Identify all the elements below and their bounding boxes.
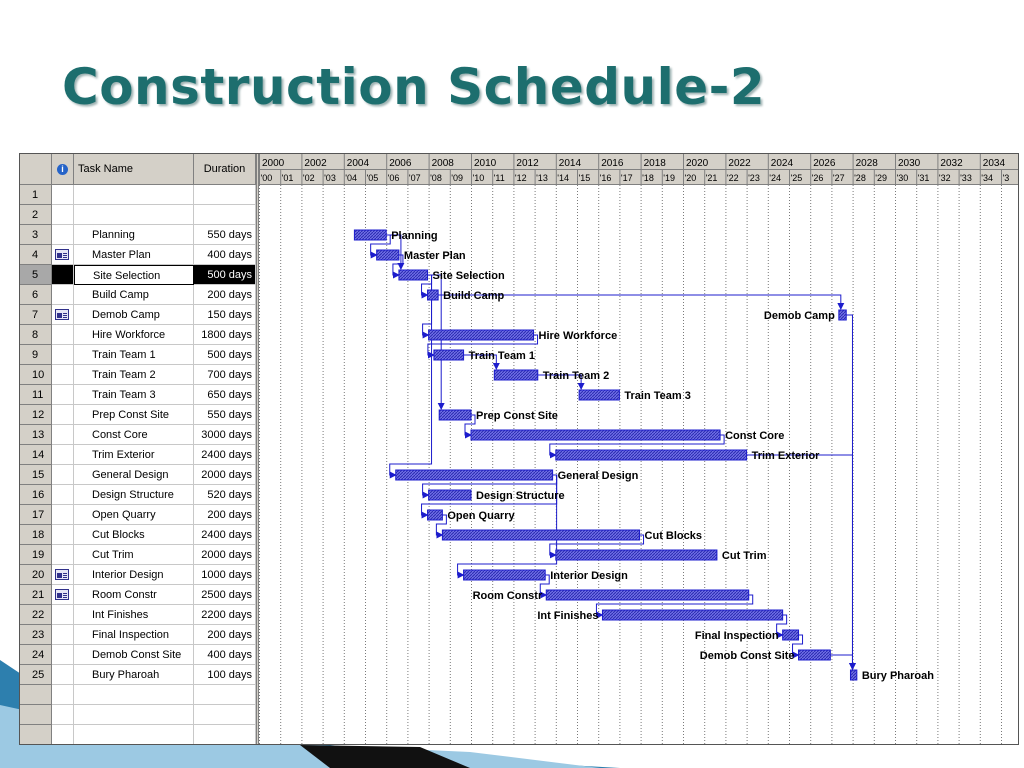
timescale-major-label: 2004 xyxy=(346,158,370,169)
bar-label: Master Plan xyxy=(403,250,466,262)
task-name-cell[interactable]: Site Selection xyxy=(74,265,194,285)
table-row[interactable] xyxy=(20,565,256,585)
task-name-cell[interactable]: Trim Exterior xyxy=(74,445,194,465)
row-indicator xyxy=(52,645,74,665)
task-name-cell[interactable]: Final Inspection xyxy=(74,625,194,645)
duration-cell[interactable]: 2400 days xyxy=(194,525,256,545)
bar-label: Bury Pharoah xyxy=(861,670,934,682)
task-name-cell[interactable]: Room Constr xyxy=(74,585,194,605)
timescale-minor-label: '24 xyxy=(769,173,782,183)
table-row[interactable] xyxy=(20,365,256,385)
duration-cell[interactable] xyxy=(194,685,256,705)
row-indicator xyxy=(52,705,74,725)
header-task-name[interactable]: Task Name xyxy=(74,154,194,185)
row-indicator xyxy=(52,505,74,525)
duration-cell[interactable]: 2500 days xyxy=(194,585,256,605)
timescale-minor-label: '06 xyxy=(387,173,400,183)
row-indicator xyxy=(52,365,74,385)
gantt-bar xyxy=(546,590,748,600)
row-number[interactable]: 2 xyxy=(20,205,52,225)
dependency-link xyxy=(830,655,852,669)
header-indicators[interactable] xyxy=(52,154,74,185)
timescale-minor-label: '10 xyxy=(472,173,485,183)
task-name-cell[interactable] xyxy=(74,725,194,745)
header-row-number[interactable] xyxy=(20,154,52,185)
duration-cell[interactable]: 2200 days xyxy=(194,605,256,625)
task-name-cell[interactable]: Build Camp xyxy=(74,285,194,305)
row-indicator xyxy=(52,205,74,225)
gantt-bar xyxy=(471,430,720,440)
row-number[interactable]: 22 xyxy=(20,605,52,625)
bar-label: Cut Blocks xyxy=(644,530,703,542)
timescale-minor-label: '25 xyxy=(790,173,803,183)
timescale-major-label: 2000 xyxy=(262,158,285,169)
row-number[interactable]: 23 xyxy=(20,625,52,645)
bar-label: Planning xyxy=(391,230,438,242)
timescale-minor-label: '20 xyxy=(684,173,697,183)
note-icon[interactable] xyxy=(55,569,69,580)
task-table xyxy=(20,154,256,744)
timescale-minor-label: '03 xyxy=(324,173,336,183)
row-indicator xyxy=(52,625,74,645)
task-name-cell[interactable]: Master Plan xyxy=(74,245,194,265)
task-name-cell[interactable]: Const Core xyxy=(74,425,194,445)
gantt-bar xyxy=(396,470,553,480)
row-indicator xyxy=(52,405,74,425)
table-row[interactable] xyxy=(20,585,256,605)
duration-cell[interactable]: 650 days xyxy=(194,385,256,405)
timescale-minor-label: '3 xyxy=(1002,173,1010,183)
row-number[interactable] xyxy=(20,705,52,725)
timescale-minor-label: '11 xyxy=(493,173,505,183)
timescale-minor-label: '15 xyxy=(578,173,591,183)
table-row[interactable] xyxy=(20,445,256,465)
duration-cell[interactable]: 500 days xyxy=(194,265,256,285)
table-row[interactable] xyxy=(20,185,256,205)
duration-cell[interactable]: 200 days xyxy=(194,625,256,645)
row-number[interactable] xyxy=(20,725,52,745)
bar-label: Train Team 2 xyxy=(542,370,610,382)
row-number[interactable]: 6 xyxy=(20,285,52,305)
table-row[interactable] xyxy=(20,605,256,625)
gantt-bar xyxy=(399,270,428,280)
row-indicator xyxy=(52,425,74,445)
note-icon[interactable] xyxy=(55,309,69,320)
gantt-chart-svg xyxy=(259,154,1019,744)
table-row[interactable] xyxy=(20,465,256,485)
row-number[interactable]: 20 xyxy=(20,565,52,585)
duration-cell[interactable]: 700 days xyxy=(194,365,256,385)
table-row[interactable] xyxy=(20,325,256,345)
timescale-minor-label: '21 xyxy=(705,173,718,183)
table-row[interactable] xyxy=(20,705,256,725)
gantt-bar xyxy=(783,630,799,640)
table-row[interactable] xyxy=(20,425,256,445)
info-icon: i xyxy=(57,164,68,175)
row-number[interactable]: 15 xyxy=(20,465,52,485)
timescale-minor-label: '34 xyxy=(981,173,994,183)
timescale-minor-label: '05 xyxy=(366,173,379,183)
timescale-major-label: 2022 xyxy=(728,158,751,169)
row-number[interactable]: 12 xyxy=(20,405,52,425)
table-row[interactable] xyxy=(20,725,256,745)
row-indicator xyxy=(52,605,74,625)
gantt-bar xyxy=(494,370,537,380)
row-indicator xyxy=(52,285,74,305)
timescale-major-label: 2014 xyxy=(558,158,582,169)
task-name-cell[interactable]: Train Team 3 xyxy=(74,385,194,405)
row-indicator xyxy=(52,265,74,285)
bar-label: Demob Camp xyxy=(763,310,835,322)
row-indicator xyxy=(52,525,74,545)
timescale-minor-label: '02 xyxy=(302,173,315,183)
row-indicator xyxy=(52,185,74,205)
task-name-cell[interactable]: Demob Camp xyxy=(74,305,194,325)
note-icon[interactable] xyxy=(55,589,69,600)
row-number[interactable]: 14 xyxy=(20,445,52,465)
gantt-bar xyxy=(377,250,399,260)
bar-label: Hire Workforce xyxy=(538,330,618,342)
task-name-cell[interactable]: General Design xyxy=(74,465,194,485)
gantt-view[interactable] xyxy=(19,153,1019,745)
table-row[interactable] xyxy=(20,305,256,325)
bar-label: Final Inspection xyxy=(694,630,779,642)
task-name-cell[interactable]: Design Structure xyxy=(74,485,194,505)
bar-label: Design Structure xyxy=(476,490,565,502)
row-number[interactable]: 24 xyxy=(20,645,52,665)
duration-cell[interactable]: 520 days xyxy=(194,485,256,505)
timescale-major-label: 2028 xyxy=(855,158,878,169)
table-row[interactable] xyxy=(20,625,256,645)
row-indicator xyxy=(52,245,74,265)
gantt-bar xyxy=(354,230,386,240)
timescale-major-label: 2002 xyxy=(304,158,327,169)
row-indicator xyxy=(52,345,74,365)
task-name-cell[interactable] xyxy=(74,705,194,725)
row-indicator xyxy=(52,545,74,565)
row-number[interactable]: 8 xyxy=(20,325,52,345)
duration-cell[interactable]: 2000 days xyxy=(194,545,256,565)
bar-label: Prep Const Site xyxy=(476,410,558,422)
timescale-major-label: 2016 xyxy=(601,158,624,169)
bar-label: General Design xyxy=(557,470,639,482)
bar-label: Train Team 1 xyxy=(468,350,536,362)
row-number[interactable]: 17 xyxy=(20,505,52,525)
row-indicator xyxy=(52,665,74,685)
timescale-minor-label: '18 xyxy=(642,173,654,183)
gantt-bar xyxy=(579,390,619,400)
timescale-minor-label: '28 xyxy=(854,173,866,183)
task-name-cell[interactable]: Demob Const Site xyxy=(74,645,194,665)
table-row[interactable] xyxy=(20,525,256,545)
bar-label: Train Team 3 xyxy=(624,390,691,402)
bar-label: Int Finishes xyxy=(537,610,599,622)
table-row[interactable] xyxy=(20,405,256,425)
table-row[interactable] xyxy=(20,245,256,265)
row-number[interactable]: 5 xyxy=(20,265,52,285)
row-indicator xyxy=(52,585,74,605)
timescale-minor-label: '13 xyxy=(536,173,548,183)
gantt-bar xyxy=(429,490,471,500)
row-indicator xyxy=(52,305,74,325)
row-indicator xyxy=(52,445,74,465)
table-row[interactable] xyxy=(20,345,256,365)
bar-label: Room Constr xyxy=(472,590,543,602)
timescale-minor-label: '09 xyxy=(451,173,464,183)
gantt-bar xyxy=(799,650,831,660)
duration-cell[interactable]: 1800 days xyxy=(194,325,256,345)
task-name-cell[interactable]: Cut Trim xyxy=(74,545,194,565)
timescale-minor-label: '01 xyxy=(281,173,294,183)
row-indicator xyxy=(52,385,74,405)
bar-label: Open Quarry xyxy=(447,510,515,522)
duration-cell[interactable]: 200 days xyxy=(194,285,256,305)
row-number[interactable]: 3 xyxy=(20,225,52,245)
row-number[interactable]: 11 xyxy=(20,385,52,405)
timescale-minor-label: '32 xyxy=(938,173,951,183)
row-indicator xyxy=(52,465,74,485)
timescale-minor-label: '23 xyxy=(748,173,760,183)
duration-cell[interactable]: 550 days xyxy=(194,225,256,245)
table-row[interactable] xyxy=(20,205,256,225)
task-name-cell[interactable]: Cut Blocks xyxy=(74,525,194,545)
task-name-cell[interactable]: Bury Pharoah xyxy=(74,665,194,685)
task-name-cell[interactable]: Planning xyxy=(74,225,194,245)
row-number[interactable]: 1 xyxy=(20,185,52,205)
dependency-link xyxy=(846,315,852,669)
table-row[interactable] xyxy=(20,545,256,565)
gantt-bar xyxy=(428,510,443,520)
gantt-bar xyxy=(428,290,439,300)
table-row[interactable] xyxy=(20,225,256,245)
task-name-cell[interactable]: Interior Design xyxy=(74,565,194,585)
timescale-minor-label: '30 xyxy=(896,173,909,183)
duration-cell[interactable] xyxy=(194,725,256,745)
table-row[interactable] xyxy=(20,645,256,665)
duration-cell[interactable]: 150 days xyxy=(194,305,256,325)
row-number[interactable]: 10 xyxy=(20,365,52,385)
note-icon[interactable] xyxy=(55,249,69,260)
task-name-cell[interactable] xyxy=(74,205,194,225)
row-indicator xyxy=(52,565,74,585)
timescale-minor-label: '31 xyxy=(917,173,930,183)
duration-cell[interactable]: 100 days xyxy=(194,665,256,685)
bar-label: Interior Design xyxy=(550,570,628,582)
gantt-bar xyxy=(602,610,782,620)
table-row[interactable] xyxy=(20,285,256,305)
timescale-minor-label: '29 xyxy=(875,173,888,183)
table-row[interactable] xyxy=(20,665,256,685)
timescale-minor-label: '14 xyxy=(557,173,570,183)
timescale-minor-label: '04 xyxy=(345,173,358,183)
task-name-cell[interactable]: Open Quarry xyxy=(74,505,194,525)
dependency-link xyxy=(390,275,432,475)
row-number[interactable]: 4 xyxy=(20,245,52,265)
row-indicator xyxy=(52,485,74,505)
table-row[interactable] xyxy=(20,485,256,505)
gantt-bar xyxy=(556,550,717,560)
bar-label: Site Selection xyxy=(432,270,505,282)
bar-label: Const Core xyxy=(725,430,785,442)
gantt-bar xyxy=(556,450,747,460)
timescale-minor-label: '08 xyxy=(430,173,442,183)
task-name-cell[interactable]: Prep Const Site xyxy=(74,405,194,425)
timescale-minor-label: '12 xyxy=(514,173,527,183)
row-number[interactable]: 13 xyxy=(20,425,52,445)
timescale-major-label: 2024 xyxy=(770,158,794,169)
timescale-major-label: 2034 xyxy=(982,158,1006,169)
header-duration[interactable]: Duration xyxy=(194,154,256,185)
row-indicator xyxy=(52,325,74,345)
duration-cell[interactable]: 200 days xyxy=(194,505,256,525)
row-number[interactable]: 7 xyxy=(20,305,52,325)
timescale-major-label: 2030 xyxy=(898,158,921,169)
timescale-minor-label: '16 xyxy=(599,173,612,183)
timescale-minor-label: '22 xyxy=(726,173,739,183)
task-name-cell[interactable] xyxy=(74,685,194,705)
bar-label: Demob Const Site xyxy=(699,650,795,662)
bar-label: Build Camp xyxy=(443,290,505,302)
gantt-chart[interactable] xyxy=(259,154,1019,744)
duration-cell[interactable]: 500 days xyxy=(194,345,256,365)
gantt-bar xyxy=(434,350,464,360)
task-name-cell[interactable]: Int Finishes xyxy=(74,605,194,625)
task-name-cell[interactable]: Train Team 1 xyxy=(74,345,194,365)
row-number[interactable] xyxy=(20,685,52,705)
duration-cell[interactable] xyxy=(194,185,256,205)
timescale-major-label: 2008 xyxy=(431,158,454,169)
timescale-major-label: 2006 xyxy=(389,158,412,169)
gantt-bar xyxy=(429,330,534,340)
timescale-major-label: 2018 xyxy=(643,158,666,169)
gantt-bar xyxy=(439,410,471,420)
gantt-bar xyxy=(442,530,639,540)
row-indicator xyxy=(52,725,74,745)
timescale-major-label: 2012 xyxy=(516,158,539,169)
duration-cell[interactable]: 400 days xyxy=(194,645,256,665)
timescale-major-label: 2026 xyxy=(813,158,836,169)
row-number[interactable]: 18 xyxy=(20,525,52,545)
timescale-minor-label: '19 xyxy=(663,173,676,183)
duration-cell[interactable]: 550 days xyxy=(194,405,256,425)
task-name-cell[interactable]: Hire Workforce xyxy=(74,325,194,345)
duration-cell[interactable] xyxy=(194,705,256,725)
bar-label: Cut Trim xyxy=(721,550,767,562)
timescale-major-label: 2010 xyxy=(474,158,497,169)
timescale-major-label: 2032 xyxy=(940,158,963,169)
gantt-bar xyxy=(839,310,846,320)
duration-cell[interactable]: 400 days xyxy=(194,245,256,265)
timescale-minor-label: '27 xyxy=(832,173,845,183)
row-number[interactable]: 16 xyxy=(20,485,52,505)
row-indicator xyxy=(52,225,74,245)
timescale-minor-label: '17 xyxy=(620,173,633,183)
row-number[interactable]: 9 xyxy=(20,345,52,365)
duration-cell[interactable]: 2000 days xyxy=(194,465,256,485)
table-row[interactable] xyxy=(20,685,256,705)
table-row[interactable] xyxy=(20,505,256,525)
timescale-minor-label: '00 xyxy=(260,173,273,183)
table-header xyxy=(20,154,256,174)
slide-title: Construction Schedule-2 xyxy=(62,58,766,116)
duration-cell[interactable]: 2400 days xyxy=(194,445,256,465)
task-name-cell[interactable]: Train Team 2 xyxy=(74,365,194,385)
table-row[interactable] xyxy=(20,265,256,285)
row-number[interactable]: 19 xyxy=(20,545,52,565)
timescale-major-label: 2020 xyxy=(686,158,709,169)
row-number[interactable]: 21 xyxy=(20,585,52,605)
gantt-bar xyxy=(464,570,546,580)
row-indicator xyxy=(52,685,74,705)
timescale-minor-label: '33 xyxy=(960,173,972,183)
duration-cell[interactable]: 3000 days xyxy=(194,425,256,445)
duration-cell[interactable]: 1000 days xyxy=(194,565,256,585)
task-name-cell[interactable] xyxy=(74,185,194,205)
bar-label: Trim Exterior xyxy=(751,450,820,462)
timescale-minor-label: '07 xyxy=(408,173,421,183)
timescale-minor-label: '26 xyxy=(811,173,824,183)
row-number[interactable]: 25 xyxy=(20,665,52,685)
table-row[interactable] xyxy=(20,385,256,405)
duration-cell[interactable] xyxy=(194,205,256,225)
gantt-bar xyxy=(850,670,856,680)
